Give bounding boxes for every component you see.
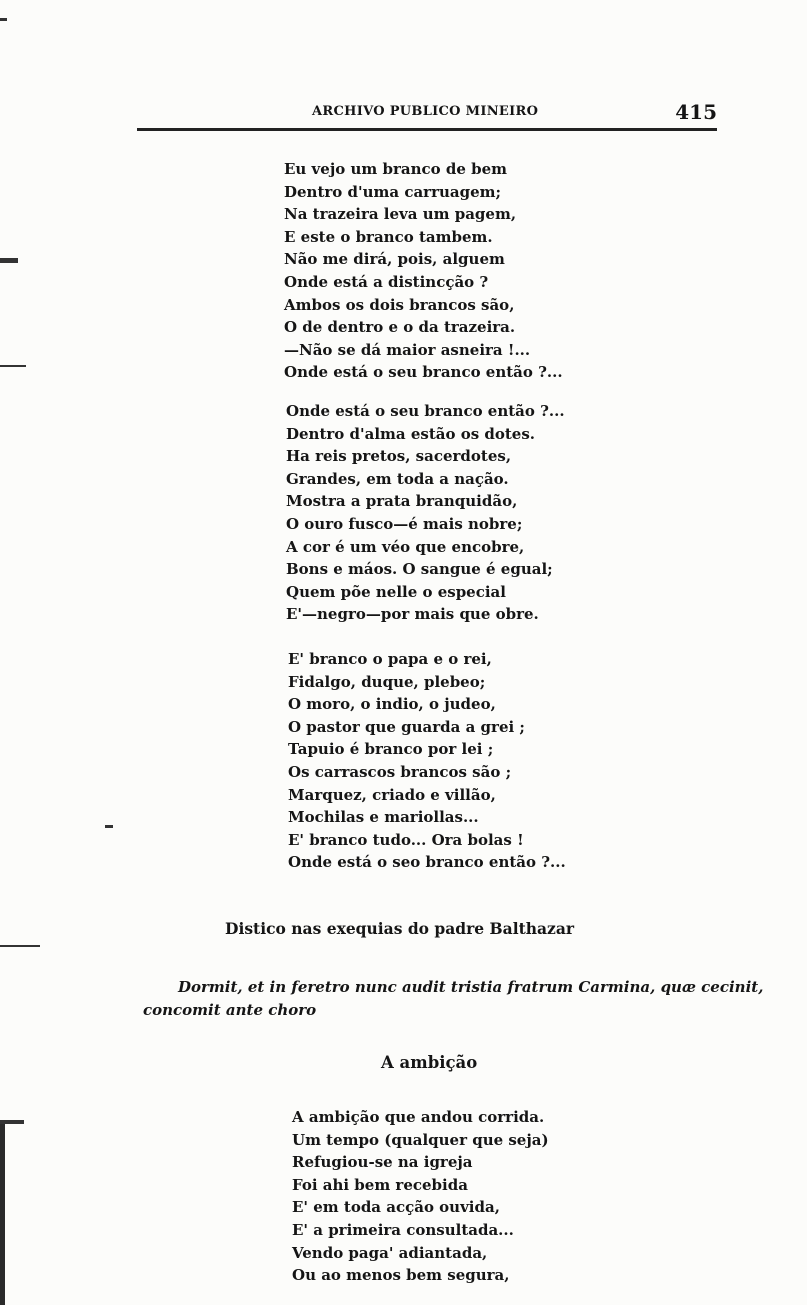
verse-line: A ambição que andou corrida.: [292, 1108, 545, 1126]
ambicao-stanza: [292, 1106, 549, 1287]
verse-line: Vendo paga' adiantada,: [292, 1243, 488, 1262]
verse-line: Foi ahi bem recebida: [292, 1175, 468, 1194]
verse-line: Onde está o seu branco então ?...: [286, 402, 565, 420]
header-rule: [137, 128, 717, 131]
verse-line: O moro, o indio, o judeo,: [288, 695, 496, 714]
poem-stanza-3: [288, 648, 566, 874]
verse-line: Dentro d'alma estão os dotes.: [286, 424, 535, 443]
verse-line: Bons e máos. O sangue é egual;: [286, 560, 553, 579]
verse-line: Grandes, em toda a nação.: [286, 469, 509, 488]
verse-line: A cor é um véo que encobre,: [286, 537, 525, 556]
verse-line: —Não se dá maior asneira !...: [284, 340, 531, 359]
verse-line: E' branco tudo... Ora bolas !: [288, 830, 524, 849]
verse-line: Na trazeira leva um pagem,: [284, 205, 517, 224]
verse-line: E' a primeira consultada...: [292, 1220, 514, 1239]
scan-mark: [0, 365, 26, 367]
verse-line: E este o branco tambem.: [284, 227, 493, 246]
verse-line: Eu vejo um branco de bem: [284, 160, 508, 178]
page-header: [137, 100, 717, 126]
running-title: ARCHIVO PUBLICO MINEIRO: [312, 104, 539, 119]
verse-line: O ouro fusco—é mais nobre;: [286, 514, 523, 533]
verse-line: E'—negro—por mais que obre.: [286, 605, 539, 624]
verse-line: O pastor que guarda a grei ;: [288, 717, 525, 736]
verse-line: Quem põe nelle o especial: [286, 582, 506, 601]
verse-line: Mostra a prata branquidão,: [286, 492, 518, 511]
verse-line: Ou ao menos bem segura,: [292, 1266, 510, 1285]
verse-line: Não me dirá, pois, alguem: [284, 250, 505, 269]
distico-title: Distico nas exequias do padre Balthazar: [225, 919, 575, 938]
verse-line: E' em toda acção ouvida,: [292, 1198, 500, 1217]
verse-line: Tapuio é branco por lei ;: [288, 740, 494, 759]
scan-mark: [105, 825, 113, 828]
verse-line: E' branco o papa e o rei,: [288, 650, 492, 668]
verse-line: Onde está o seu branco então ?...: [284, 363, 563, 382]
poem-stanza-1: [284, 158, 563, 384]
verse-line: O de dentro e o da trazeira.: [284, 318, 516, 337]
verse-line: Um tempo (qualquer que seja): [292, 1130, 549, 1149]
verse-line: Onde está o seo branco então ?...: [288, 853, 566, 872]
distico-line-2: concomit ante choro: [143, 1001, 317, 1019]
verse-line: Ha reis pretos, sacerdotes,: [286, 447, 512, 466]
scan-mark: [0, 258, 18, 263]
verse-line: Refugiou-se na igreja: [292, 1153, 473, 1172]
verse-line: Onde está a distincção ?: [284, 272, 489, 291]
scan-mark: [0, 945, 40, 947]
verse-line: Os carrascos brancos são ;: [288, 762, 512, 781]
verse-line: Mochilas e mariollas...: [288, 808, 479, 827]
verse-line: Dentro d'uma carruagem;: [284, 182, 502, 201]
ambicao-title: A ambição: [381, 1053, 478, 1072]
scan-edge: [0, 1124, 5, 1305]
poem-stanza-2: [286, 400, 565, 626]
verse-line: Fidalgo, duque, plebeo;: [288, 672, 486, 691]
verse-line: Marquez, criado e villão,: [288, 785, 496, 804]
verse-line: Ambos os dois brancos são,: [284, 295, 515, 314]
distico-line-1: Dormit, et in feretro nunc audit tristia fratrum Carmina, quæ cecinit,: [178, 978, 764, 996]
scan-mark: [0, 18, 7, 21]
page-number: 415: [675, 100, 717, 124]
